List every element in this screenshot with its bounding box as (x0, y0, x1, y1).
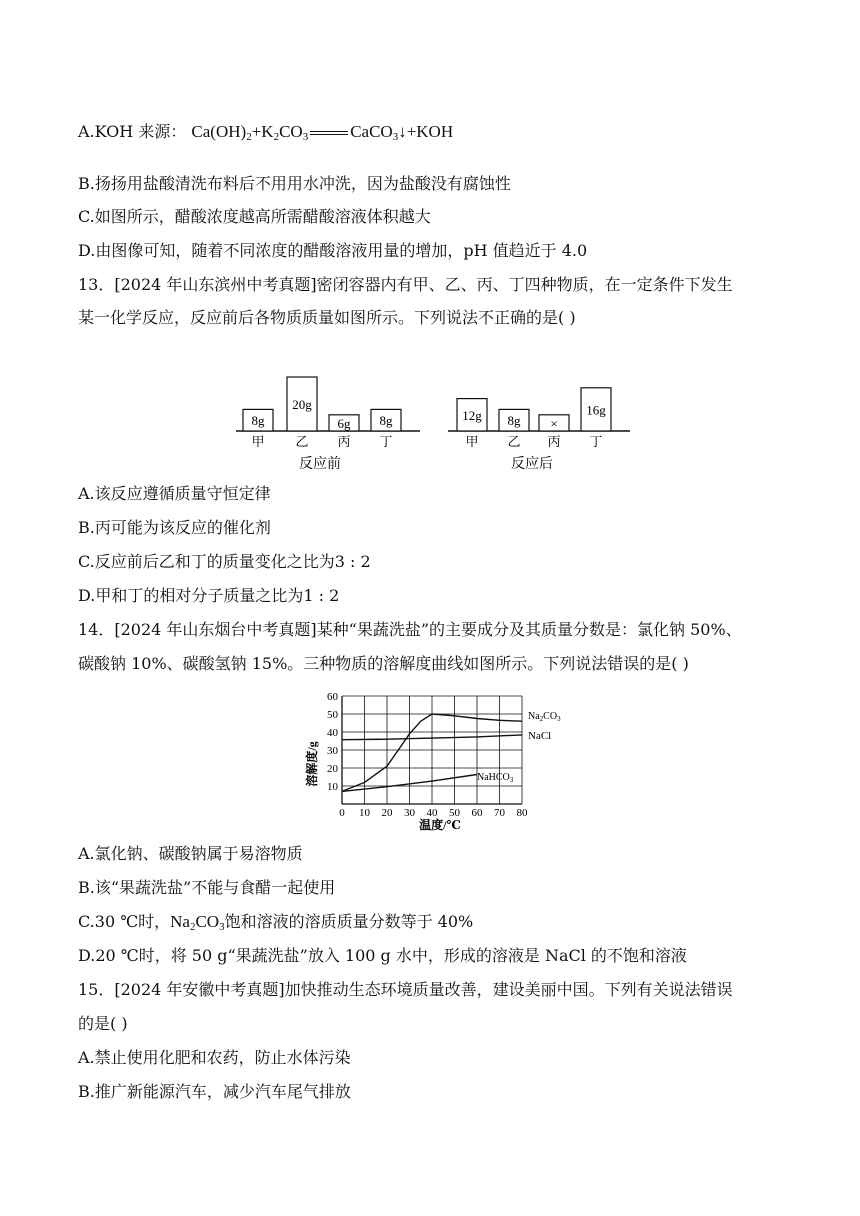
y-tick-label: 10 (327, 781, 338, 793)
group-caption: 反应后 (511, 457, 553, 472)
bar-value-label: 8g (379, 413, 393, 429)
bar-value-label: 20g (292, 397, 312, 412)
bar-category-label: 丙 (547, 434, 561, 449)
question-13-stem: 13．[2024 年山东滨州中考真题]密闭容器内有甲、乙、丙、丁四种物质，在一定条件下发生 (78, 275, 733, 294)
bar-category-label: 丙 (337, 434, 351, 449)
option-d: D.由图像可知，随着不同浓度的醋酸溶液用量的增加，pH 值趋近于 4.0 (78, 241, 588, 260)
bar-value-label: 16g (586, 402, 606, 418)
q13-option-d: D.甲和丁的相对分子质量之比为1 : 2 (78, 586, 340, 605)
x-tick-label: 60 (471, 807, 483, 819)
after-group (448, 388, 630, 472)
solubility-chart (300, 686, 570, 834)
bar-value-label: × (550, 415, 558, 431)
bar-category-label: 甲 (251, 434, 265, 449)
bar-category-label: 丁 (379, 434, 393, 449)
option-a-line (78, 120, 453, 149)
mass-bar-diagram (230, 335, 630, 475)
y-tick-label: 30 (327, 745, 338, 757)
x-tick-label: 50 (449, 807, 460, 819)
bar-value-label: 6g (337, 415, 351, 431)
x-axis-label: 温度/℃ (419, 818, 461, 832)
equals-sign (310, 131, 348, 135)
q14-option-a: A.氯化钠、碳酸钠属于易溶物质 (78, 844, 303, 863)
x-tick-label: 70 (494, 807, 505, 819)
koh-equation: $Ca(OH)_2+K_2CO_3$ CaCO$_3$↓+KOH (191, 122, 454, 143)
y-tick-label: 60 (327, 691, 338, 703)
bar-category-label: 乙 (507, 434, 521, 449)
x-tick-label: 20 (381, 807, 393, 819)
chart-ticks (327, 691, 528, 819)
bar-category-label: 丁 (589, 434, 603, 449)
x-tick-label: 0 (339, 807, 345, 819)
chart-grid (342, 696, 522, 804)
question-15-stem: 15．[2024 年安徽中考真题]加快推动生态环境质量改善，建设美丽中国。下列有关说法错误 (78, 980, 733, 999)
question-14-stem: 14．[2024 年山东烟台中考真题]某种“果蔬洗盐”的主要成分及其质量分数是：氯化钠 50%、 (78, 620, 742, 639)
q15-option-b: B.推广新能源汽车，减少汽车尾气排放 (78, 1082, 351, 1101)
q14-option-b: B.该“果蔬洗盐”不能与食醋一起使用 (78, 878, 336, 897)
group-caption: 反应前 (299, 457, 341, 472)
option-a-label: A.KOH 来源： (78, 122, 187, 141)
q13-option-b: B.丙可能为该反应的催化剂 (78, 518, 271, 537)
option-b: B.扬扬用盐酸清洗布料后不用用水冲洗，因为盐酸没有腐蚀性 (78, 174, 511, 193)
y-axis-label: 溶解度/g (305, 741, 319, 787)
x-tick-label: 40 (426, 807, 438, 819)
series-labels (477, 711, 561, 784)
q13-option-c: C.反应前后乙和丁的质量变化之比为3 : 2 (78, 552, 371, 571)
bar-value-label: 8g (251, 413, 265, 429)
bar-category-label: 乙 (295, 434, 309, 449)
label-na2co3: $Na_2CO_3$ (528, 711, 561, 723)
y-tick-label: 20 (327, 763, 338, 775)
question-13-stem-cont: 某一化学反应，反应前后各物质质量如图所示。下列说法不正确的是( ) (78, 308, 576, 327)
before-group (236, 377, 420, 472)
option-c: C.如图所示，醋酸浓度越高所需醋酸溶液体积越大 (78, 207, 431, 226)
bar-category-label: 甲 (465, 434, 479, 449)
q15-option-a: A.禁止使用化肥和农药，防止水体污染 (78, 1048, 351, 1067)
x-tick-label: 80 (516, 807, 528, 819)
bar-value-label: 12g (462, 407, 482, 423)
x-tick-label: 30 (404, 807, 415, 819)
y-tick-label: 40 (327, 727, 338, 739)
bar-value-label: 8g (507, 413, 521, 429)
q13-option-a: A.该反应遵循质量守恒定律 (78, 484, 271, 503)
label-nacl: NaCl (528, 730, 552, 742)
q14-option-d: D.20 ℃时，将 50 g“果蔬洗盐”放入 100 g 水中，形成的溶液是 NaCl 的不饱和溶液 (78, 946, 687, 965)
question-15-stem-cont: 的是( ) (78, 1014, 128, 1033)
q14-option-c: C.30 ℃时，$Na_2CO_3$饱和溶液的溶质质量分数等于 40% (78, 912, 474, 933)
label-nahco3: NaHCO$_3$ (477, 772, 514, 784)
question-14-stem-cont: 碳酸钠 10%、碳酸氢钠 15%。三种物质的溶解度曲线如图所示。下列说法错误的是( ) (78, 654, 689, 673)
y-tick-label: 50 (327, 709, 338, 721)
x-tick-label: 10 (359, 807, 370, 819)
